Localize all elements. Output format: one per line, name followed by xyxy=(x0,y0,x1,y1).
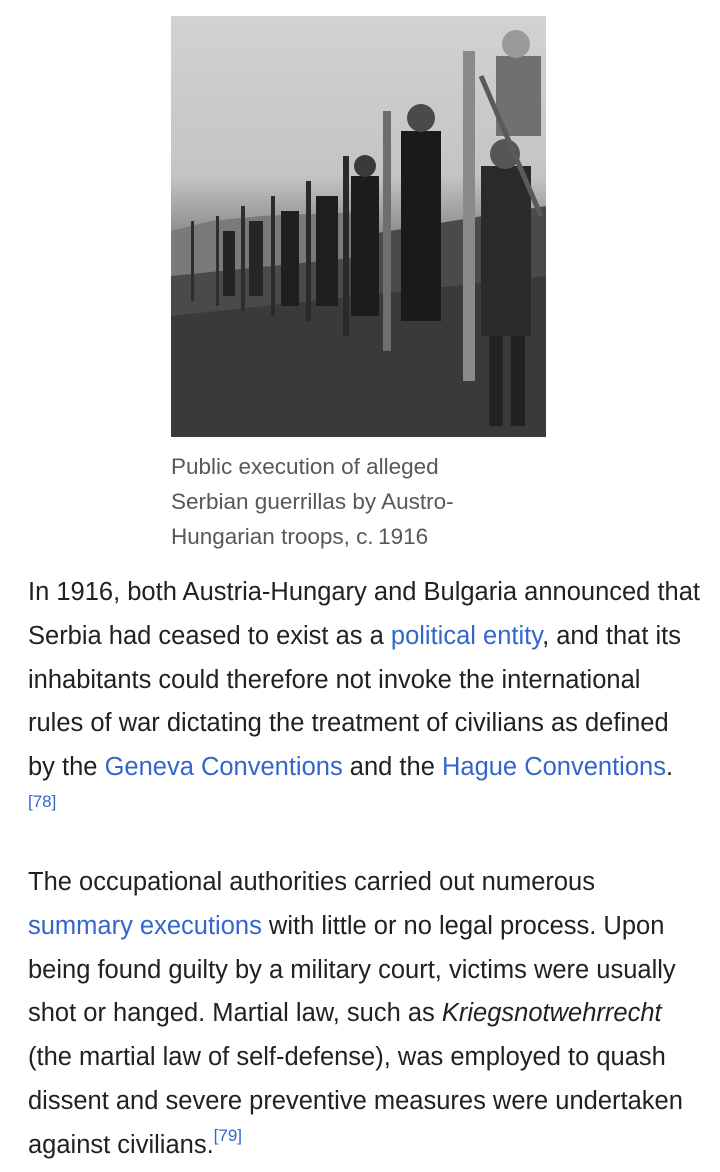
execution-photo[interactable] xyxy=(171,16,546,437)
paragraph-2-text-2: with little or no legal process. Upon being found guilty by a military court, victims were usually shot or hanged. Martial law, such as xyxy=(28,911,676,1028)
paragraph-1 xyxy=(28,571,700,834)
paragraph-2-text-3: (the martial law of self-defense), was employed to quash dissent and severe preventive measures were undertaken against civilians. xyxy=(28,1043,683,1159)
paragraph-1-text-2: , and that its inhabitants could therefore not invoke the international rules of war dictating the treatment of civilians as defined by the xyxy=(28,621,681,782)
link-summary-executions[interactable]: summary executions xyxy=(28,911,262,940)
reference-78 xyxy=(28,792,56,811)
reference-79 xyxy=(214,1126,242,1145)
paragraph-1-text-4: . xyxy=(665,753,674,782)
link-political-entity[interactable]: political entity xyxy=(390,621,543,650)
figure xyxy=(171,16,546,554)
reference-79-link[interactable]: [79] xyxy=(213,1126,243,1146)
reference-78-link[interactable]: [78] xyxy=(28,792,57,812)
paragraph-2 xyxy=(28,861,700,1168)
paragraph-2-text-1: The occupational authorities carried out numerous xyxy=(28,868,595,896)
link-geneva-conventions[interactable]: Geneva Conventions xyxy=(104,753,343,782)
term-kriegsnotwehrrecht: Kriegsnotwehrrecht xyxy=(441,999,662,1028)
photo-illustration xyxy=(171,16,546,437)
link-hague-conventions[interactable]: Hague Conventions xyxy=(441,753,666,782)
paragraph-1-text-3: and the xyxy=(342,753,442,782)
figure-caption: Public execution of alleged Serbian guerrillas by Austro-Hungarian troops, c. 1916 xyxy=(171,454,454,549)
paragraph-1-text-1: In 1916, both Austria-Hungary and Bulgaria announced that Serbia had ceased to exist as a xyxy=(28,578,700,650)
